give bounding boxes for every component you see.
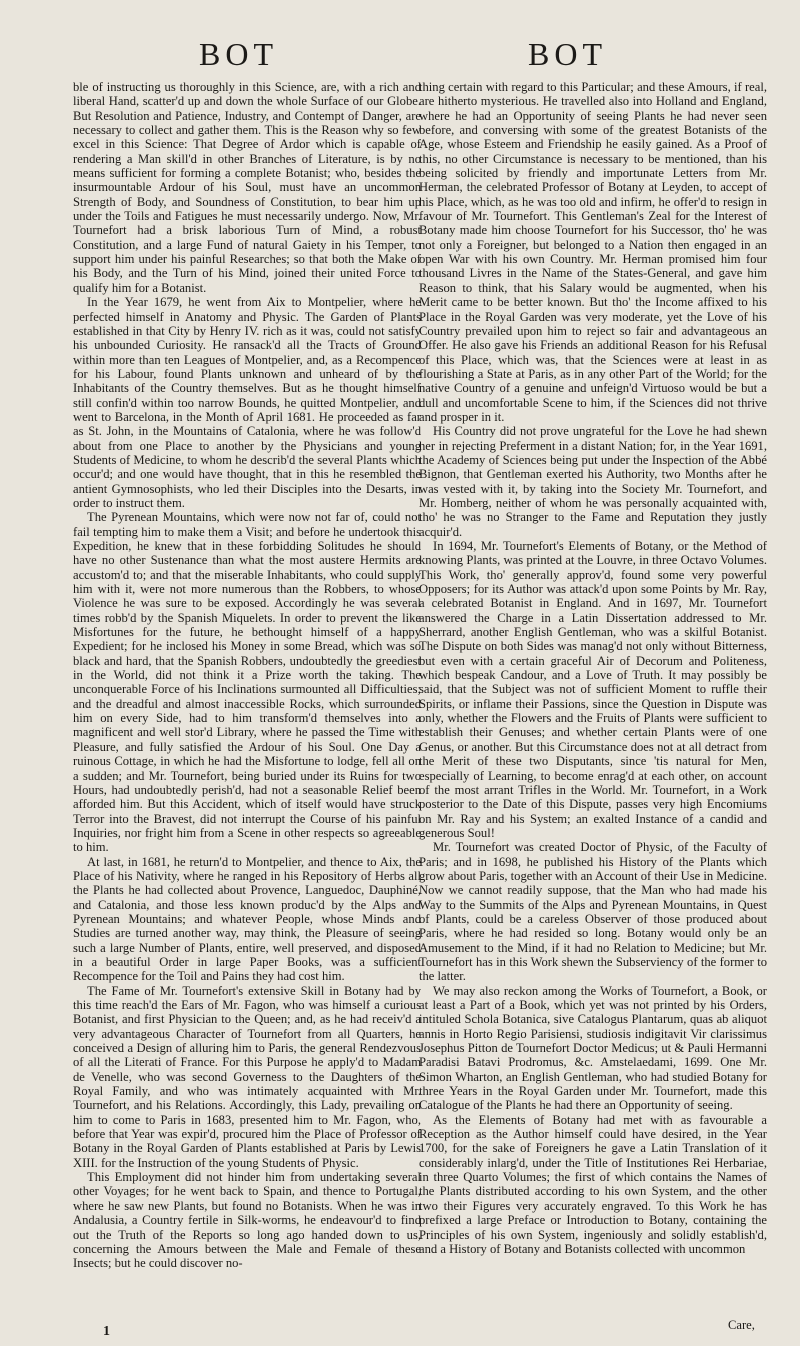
paragraph: thing certain with regard to this Particular; and these Amours, if real, are hitherto mysterious. He travelled also into Holland and England, where he had an Opportunity of seeing Plants he had never seen before, and conversing with some of the greatest Botanists of the Age, whose Esteem and Friendship he easily gained. As a Proof of this, no other Circumstance is necessary to be mentioned, than his being solicited by friendly and importunate Letters from Mr. Herman, the celebrated Professor of Botany at Leyden, to accept of his Place, which, as he was too old and infirm, he offer'd to resign in favour of Mr. Tournefort. This Gentleman's Zeal for the Interest of Botany made him choose Tournefort for his Successor, tho' he was not only a Foreigner, but belonged to a Nation then engaged in an open War with his own Country. Mr. Herman promised him four thousand Livres in the Name of the States-General, and gave him Reason to think, that his Salary would be augmented, when his Merit came to be better known. But tho' the Income affixed to his Place in the Royal Garden was very moderate, yet the Love of his Country prevailed upon him to reject so fair and advantageous an Offer. He also gave his Friends an additional Reason for his Refusal of this Place, which was, that the Sciences were at least in as flourishing a State at Paris, as in any other Part of the World; for the native Country of a genuine and unfeign'd Virtuoso would be but a dull and uncomfortable Scene to him, if the Sciences did not thrive and prosper in it. xyxy=(419,80,767,424)
paragraph: In 1694, Mr. Tournefort's Elements of Botany, or the Method of knowing Plants, was printed at the Louvre, in three Octavo Volumes. This Work, tho' generally approv'd, found some very powerful Opposers; for its Author was attack'd upon some Points by Mr. Ray, a celebrated Botanist in England. And in 1697, Mr. Tournefort answered the Charge in a Latin Dissertation addressed to Mr. Sherrard, another English Gentleman, who was a skilful Botanist. The Dispute on both Sides was manag'd not only without Bitterness, but even with a certain graceful Air of Decorum and Politeness, which bespeak Candour, and a Love of Truth. It may possibly be said, that the Subject was not of sufficient Moment to ruffle their Spirits, or inflame their Passions, since the Question in Dispute was only, whether the Flowers and the Fruits of Plants were sufficient to establish their Genuses; and whether certain Plants were of one Genus, or another. But this Circumstance does not at all detract from the Merit of these two Disputants, since 'tis natural for Men, especially of Learning, to become enrag'd at each other, on account of the most arrant Trifles in the World. Mr. Tournefort, in a Work posterior to the Date of this Dispute, passes very high Encomiums on Mr. Ray and his System; an exalted Instance of a candid and generous Soul! xyxy=(419,539,767,840)
running-head xyxy=(0,36,800,76)
catchword: Care, xyxy=(728,1318,755,1332)
paragraph: The Pyrenean Mountains, which were now not far of, could not fail tempting him to make them a Visit; and before he undertook this Expedition, he knew that in these forbidding Solitudes he should have no other Sustenance than what the most austere Hermits are accustom'd to; and that the miserable Inhabitants, who could supply him with it, were not more numerous than the Robbers, to whose Violence he was sure to be exposed. Accordingly he was several times robb'd by the Spanish Miquelets. In order to prevent the like Misfortunes for the future, he bethought himself of a happy Expedient; for he inclosed his Money in some Bread, which was so black and hard, that the Spanish Robbers, undoubtedly the greediest in the World, did not think it a Prize worth the taking. The unconquerable Force of his Inclinations surmounted all Difficulties; and the dreadful and almost inaccessible Rocks, which surrounded him on every Side, had to him transform'd themselves into a magnificent and well stor'd Library, where he passed the Time with Pleasure, and fully satisfied the Ardour of his Soul. One Day a ruinous Cottage, in which he had the Misfortune to lodge, fell all on a sudden; and Mr. Tournefort, being buried under its Ruins for two Hours, had undoubtedly perish'd, had not a seasonable Relief been afforded him. But this Accident, which of itself would have struck Terror into the Bravest, did not interrupt the Course of his painful Inquiries, nor fright him from a Scene in other respects so agreeable to him. xyxy=(73,510,421,855)
right-column xyxy=(419,80,767,1320)
running-head-right: BOT xyxy=(528,36,607,72)
paragraph: This Employment did not hinder him from undertaking several other Voyages; for he went back to Spain, and thence to Portugal, where he saw new Plants, but found no Botanists. When he was in Andalusia, a Country fertile in Silk-worms, he endeavour'd to find out the Truth of the Reports so long ago handed down to us, concerning the Amours between the Male and Female of these Insects; but he could discover no- xyxy=(73,1170,421,1271)
signature-mark: 1 xyxy=(103,1324,110,1339)
paragraph: We may also reckon among the Works of Tournefort, a Book, or at least a Part of a Book, which yet was not printed by his Orders, intituled Schola Botanica, sive Catalogus Plantarum, quas ab aliquot annis in Horto Regio Parisiensi, studiosis indigitavit Vir clarissimus Josephus Pitton de Tournefort Doctor Medicus; ut & Pauli Hermanni Paradisi Batavi Prodromus, &c. Amstelaedami, 1699. One Mr. Simon Wharton, an English Gentleman, who had studied Botany for three Years in the Royal Garden under Mr. Tournefort, made this Catalogue of the Plants he had there an Opportunity of seeing. xyxy=(419,983,767,1113)
running-head-left: BOT xyxy=(199,36,278,72)
paragraph: Mr. Tournefort was created Doctor of Physic, of the Faculty of Paris; and in 1698, he published his History of the Plants which grow about Paris, together with an Account of their Use in Medicine. Now we cannot readily suppose, that the Man who had made his Way to the Summits of the Alps and Pyrenean Mountains, in Quest of Plants, could be a careless Observer of those produced about Paris, where he had resided so long. Botany would only be an Amusement to the Mind, if it had no Relation to Medicine; but Mr. Tournefort has in this Work shewn the Subserviency of the former to the latter. xyxy=(419,840,767,984)
paragraph: The Fame of Mr. Tournefort's extensive Skill in Botany had by this time reach'd the Ears of Mr. Fagon, who was himself a curious Botanist, and first Physician to the Queen; and, as he had receiv'd a very advantageous Character of Tournefort from all Quarters, he conceived a Design of alluring him to Paris, the general Rendezvous of all the Literati of France. For this Purpose he apply'd to Madam de Venelle, who was second Governess to the Daughters of the Royal Family, and who was intimately acquainted with Mr. Tournefort, and his Relations. Accordingly, this Lady, prevailing on him to come to Paris in 1683, presented him to Mr. Fagon, who, before that Year was expir'd, procured him the Place of Professor of Botany in the Royal Garden of Plants established at Paris by Lewis XIII. for the Instruction of the young Students of Physic. xyxy=(73,983,421,1170)
paragraph: His Country did not prove ungrateful for the Love he had shewn her in rejecting Preferment in a distant Nation; for, in the Year 1691, the Academy of Sciences being put under the Inspection of the Abbé Bignon, that Gentleman exerted his Authority, two Months after he was vested with it, by taking into the Society Mr. Tournefort, and Mr. Homberg, neither of whom he was personally acquainted with, tho' he was no Stranger to the Fame and Reputation they justly acquir'd. xyxy=(419,424,767,539)
paragraph: ble of instructing us thoroughly in this Science, are, with a rich and liberal Hand, scatter'd up and down the whole Surface of our Globe. But Resolution and Patience, Industry, and Contempt of Danger, are necessary to collect and gather them. This is the Reason why so few excel in this Science: That Degree of Ardor which is capable of rendering a Man skill'd in other Branches of Literature, is by no means sufficient for forming a complete Botanist; who, besides the insurmountable Ardour of his Soul, must have an uncommon Strength of Body, and Soundness of Constitution, to bear him up under the Toils and Fatigues he must necessarily undergo. Now, Mr. Tournefort had a brisk laborious Turn of Mind, a robust Constitution, and a large Fund of natural Gaiety in his Temper, to support him under his painful Researches; so that both the Make of his Body, and the Turn of his Mind, joined their united Force to qualify him for a Botanist. xyxy=(73,80,421,295)
paragraph: At last, in 1681, he return'd to Montpelier, and thence to Aix, the Place of his Nativity, where he ranged in his Repository of Herbs all the Plants he had collected about Provence, Languedoc, Dauphiné, and Catalonia, and those less known produc'd by the Alps and Pyrenean Mountains; and whatever People, whose Minds and Studies are turned another way, may think, the Pleasure of seeing such a large Number of Plants, entire, well preserved, and disposed in a beautiful Order in large Paper Books, was a sufficient Recompence for the Toil and Pains they had cost him. xyxy=(73,854,421,984)
paragraph: As the Elements of Botany had met with as favourable a Reception as the Author himself could have desired, in the Year 1700, for the sake of Foreigners he gave a Latin Translation of it considerably inlarg'd, under the Title of Institutiones Rei Herbariae, in three Quarto Volumes; the first of which contains the Names of the Plants distributed according to his own System, and the other two their Figures very accurately engraved. To this Work he has prefixed a large Preface or Introduction to Botany, containing the Principles of his own System, ingeniously and solidly establish'd, and a History of Botany and Botanists collected with uncommon xyxy=(419,1112,767,1256)
paragraph: In the Year 1679, he went from Aix to Montpelier, where he perfected himself in Anatomy and Physic. The Garden of Plants established in that City by Henry IV. rich as it was, could not satisfy his unbounded Curiosity. He ransack'd all the Tracts of Ground within more than ten Leagues of Montpelier, and, as a Recompence for his Labour, found Plants unknown and unheard of by the Inhabitants of the Country themselves. But as he thought himself still confin'd within too narrow Bounds, he quitted Montpelier, and went to Barcelona, in the Month of April 1681. He proceeded as far as St. John, in the Mountains of Catalonia, where he was follow'd about from one Place to another by the Physicians and young Students of Medicine, to whom he describ'd the several Plants which occur'd; and one would have thought, that in this he resembled the antient Gymnosophists, who led their Disciples into the Desarts, in order to instruct them. xyxy=(73,295,421,510)
left-column xyxy=(73,80,421,1320)
